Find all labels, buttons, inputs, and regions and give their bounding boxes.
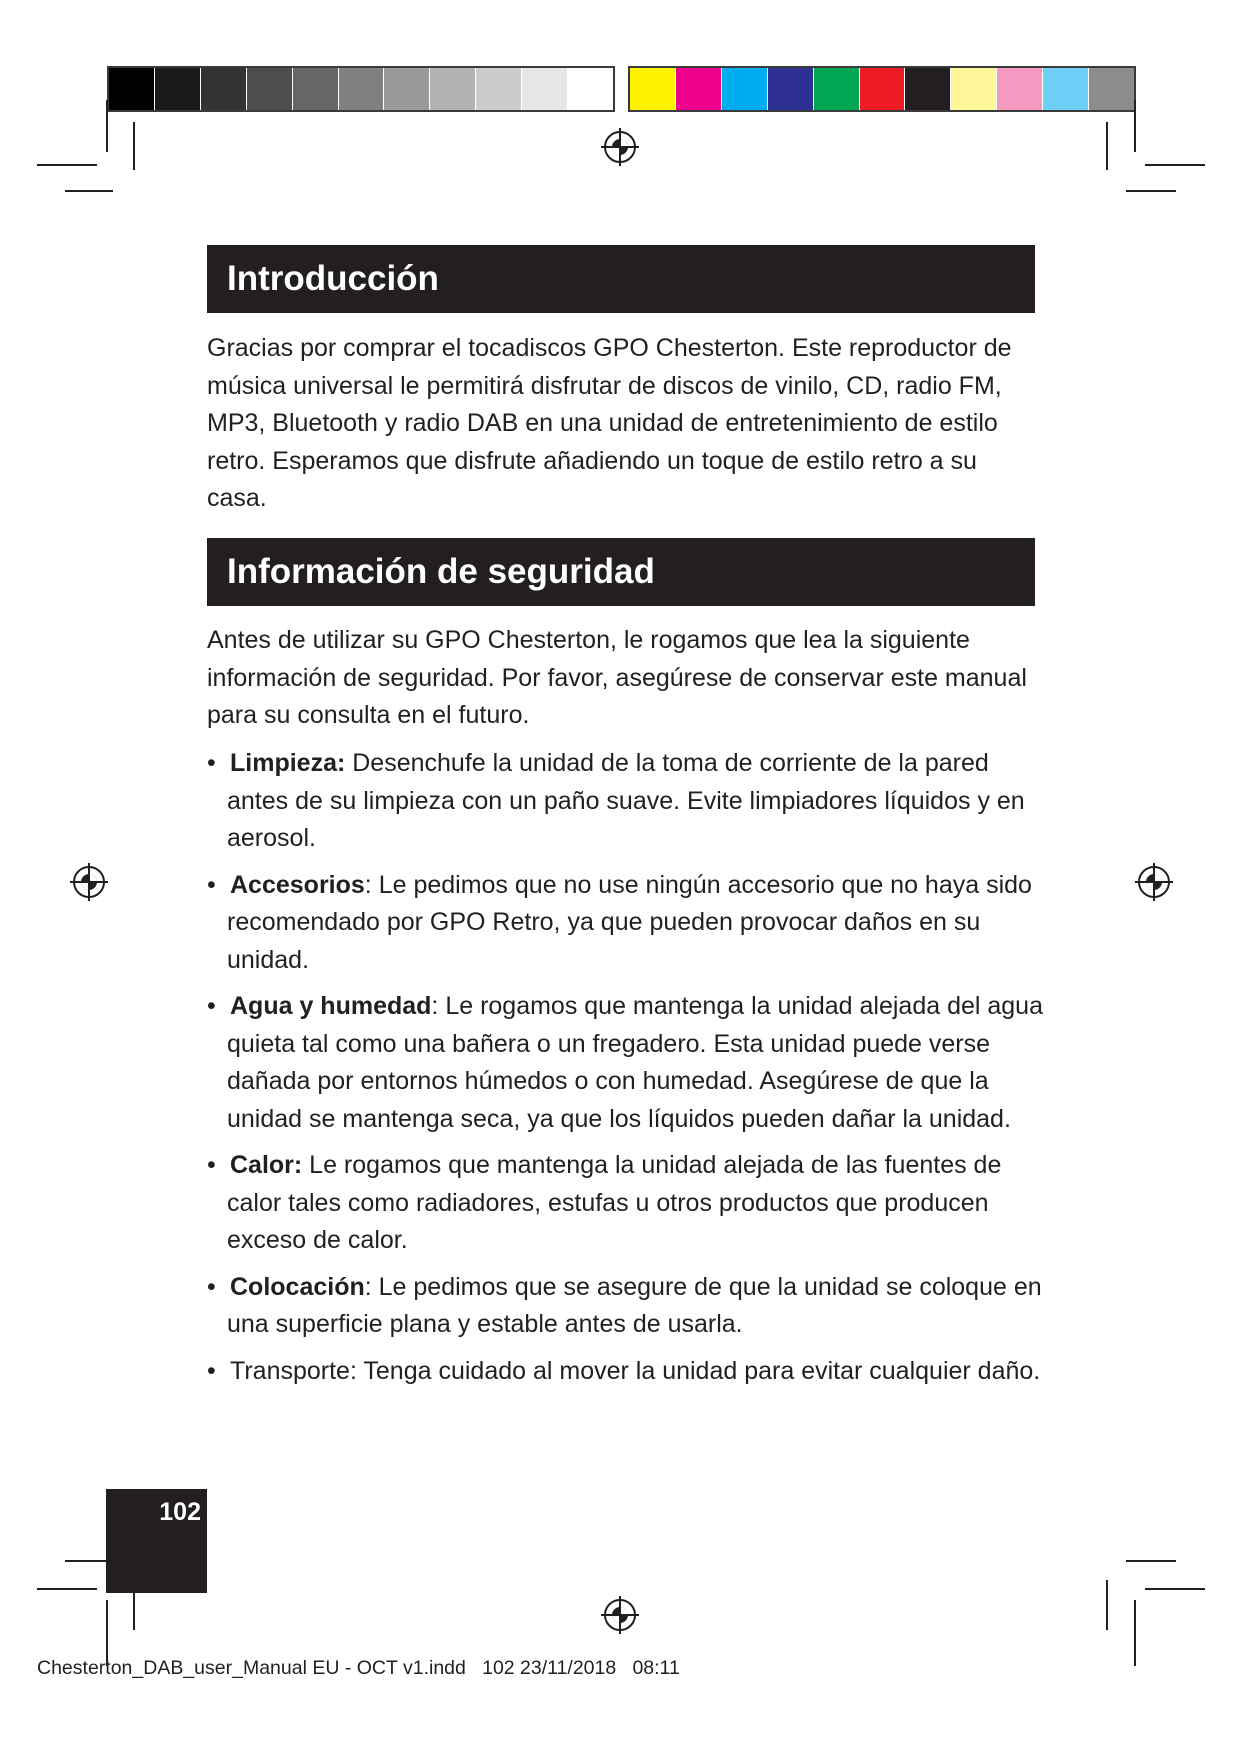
crop-mark: [37, 164, 97, 166]
intro-paragraph: Gracias por comprar el tocadiscos GPO Chesterton. Este reproductor de música universal le permitirá disfrutar de discos de vinilo, CD, radio FM, MP3, Bluetooth y radio DAB en una unidad de entretenimiento de estilo retro. Esperamos que disfrute añadiendo un toque de estilo retro a su casa.: [207, 334, 1012, 512]
color-swatch: [247, 68, 293, 110]
crop-mark: [1106, 122, 1108, 170]
item-term: Calor:: [230, 1151, 303, 1179]
color-swatch: [201, 68, 247, 110]
crop-mark: [1145, 164, 1205, 166]
crop-mark: [65, 190, 113, 192]
intro-heading: Introducción: [207, 245, 1035, 313]
color-swatch: [384, 68, 430, 110]
color-swatch: [630, 68, 676, 110]
safety-heading: Información de seguridad: [207, 538, 1035, 606]
item-text: : Le rogamos que mantenga la unidad alejada del agua quieta tal como una bañera o un fregadero. Esta unidad puede verse dañada por entornos húmedos o con humedad. Asegúrese de que la unidad se mantenga seca, ya que los líquidos pueden dañar la unidad.: [227, 992, 1043, 1133]
color-swatch: [997, 68, 1043, 110]
registration-mark-icon: [1134, 862, 1174, 902]
page-number: 102: [159, 1498, 201, 1526]
safety-item-colocacion: [207, 1269, 1047, 1344]
color-swatch: [1089, 68, 1134, 110]
color-swatch: [676, 68, 722, 110]
item-text: Transporte: Tenga cuidado al mover la unidad para evitar cualquier daño.: [230, 1356, 1041, 1385]
registration-mark-icon: [69, 862, 109, 902]
color-swatch: [814, 68, 860, 110]
bullet-icon: •: [207, 749, 216, 777]
safety-list: [207, 745, 1047, 1399]
item-term: Colocación: [230, 1272, 365, 1301]
item-text: Le rogamos que mantenga la unidad alejada de las fuentes de calor tales como radiadores, estufas u otros productos que producen exceso de calor.: [227, 1151, 1002, 1254]
color-swatch: [722, 68, 768, 110]
safety-item-transporte: [207, 1353, 1047, 1391]
grayscale-color-bar: [107, 66, 615, 112]
process-color-bar: [628, 66, 1136, 112]
crop-mark: [1145, 1588, 1205, 1590]
color-swatch: [768, 68, 814, 110]
color-swatch: [951, 68, 997, 110]
bullet-icon: •: [207, 870, 216, 899]
crop-mark: [1134, 1600, 1136, 1666]
bullet-icon: •: [207, 992, 216, 1020]
color-swatch: [476, 68, 522, 110]
crop-mark: [133, 122, 135, 170]
color-swatch: [522, 68, 568, 110]
item-term: Agua y humedad: [230, 992, 432, 1020]
item-text: : Le pedimos que no use ningún accesorio que no haya sido recomendado por GPO Retro, ya que pueden provocar daños en su unidad.: [227, 870, 1032, 974]
color-swatch: [430, 68, 476, 110]
item-text: : Le pedimos que se asegure de que la unidad se coloque en una superficie plana y estable antes de usarla.: [227, 1272, 1042, 1338]
registration-mark-icon: [600, 127, 640, 167]
color-swatch: [109, 68, 155, 110]
crop-mark: [1106, 1580, 1108, 1630]
crop-mark: [1134, 100, 1136, 152]
color-swatch: [905, 68, 951, 110]
bullet-icon: •: [207, 1272, 216, 1301]
safety-item-limpieza: [207, 745, 1047, 858]
crop-mark: [37, 1588, 97, 1590]
safety-item-agua: [207, 988, 1047, 1138]
color-swatch: [155, 68, 201, 110]
item-term: Limpieza:: [230, 749, 346, 777]
bullet-icon: •: [207, 1151, 216, 1179]
item-term: Accesorios: [230, 870, 365, 899]
safety-intro-paragraph: Antes de utilizar su GPO Chesterton, le rogamos que lea la siguiente información de seguridad. Por favor, asegúrese de conservar este manual para su consulta en el futuro.: [207, 626, 1027, 729]
color-swatch: [568, 68, 613, 110]
item-text: Desenchufe la unidad de la toma de corriente de la pared antes de su limpieza con un paño suave. Evite limpiadores líquidos y en aerosol.: [227, 749, 1025, 852]
page-number-tab: [106, 1489, 207, 1593]
safety-item-accesorios: [207, 867, 1047, 980]
registration-mark-icon: [600, 1595, 640, 1635]
crop-mark: [106, 100, 108, 152]
crop-mark: [1126, 190, 1176, 192]
color-swatch: [339, 68, 385, 110]
color-swatch: [860, 68, 906, 110]
color-swatch: [1043, 68, 1089, 110]
print-slug: Chesterton_DAB_user_Manual EU - OCT v1.indd 102 23/11/2018 08:11: [37, 1657, 680, 1679]
bullet-icon: •: [207, 1356, 216, 1385]
color-swatch: [293, 68, 339, 110]
crop-mark: [1126, 1560, 1176, 1562]
safety-item-calor: [207, 1147, 1047, 1260]
